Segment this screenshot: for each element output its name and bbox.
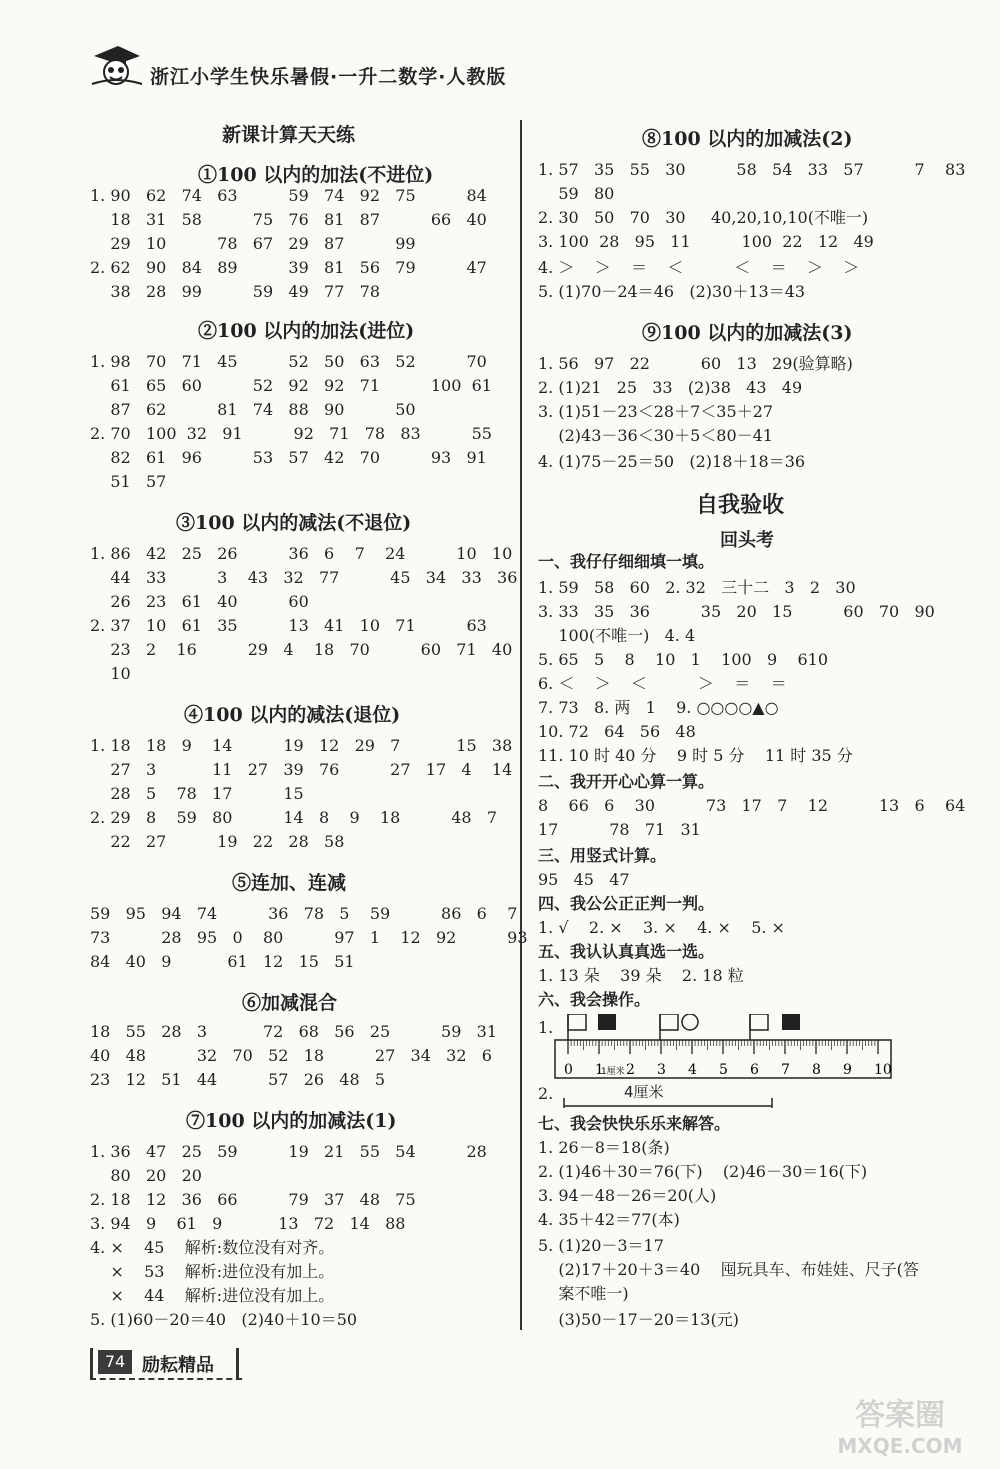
- answer-line: 22 27 19 22 28 58: [90, 832, 345, 851]
- page-footer: [90, 1346, 250, 1380]
- answer-line: 23 12 51 44 57 26 48 5: [90, 1070, 386, 1089]
- answer-line: 28 5 78 17 15: [90, 784, 304, 803]
- ruler-label: 3: [657, 1062, 666, 1078]
- measure-segment: [562, 1080, 776, 1110]
- question-heading: 五、我认认真真选一选。: [538, 942, 715, 961]
- answer-line: 44 33 3 43 32 77 45 34 33 36: [90, 568, 518, 587]
- answer-line: 1. 90 62 74 63 59 74 92 75 84: [90, 186, 487, 205]
- answer-line: 82 61 96 53 57 42 70 93 91: [90, 448, 487, 467]
- answer-line: × 44 解析:进位没有加上。: [90, 1286, 335, 1305]
- ruler-label: 4: [688, 1062, 697, 1078]
- ruler-label: 7: [781, 1062, 790, 1078]
- answer-line: × 53 解析:进位没有加上。: [90, 1262, 335, 1281]
- page-number: 74: [98, 1350, 132, 1374]
- section-title: ②100 以内的加法(进位): [198, 320, 415, 342]
- ruler-label: 2: [626, 1062, 635, 1078]
- answer-line: 3. (1)51－23＜28＋7＜35＋27: [538, 402, 773, 421]
- question-heading: 一、我仔仔细细填一填。: [538, 552, 715, 571]
- answer-line: 4. ＞ ＞ ＝ ＜ ＜ ＝ ＞ ＞: [538, 258, 860, 277]
- answer-line: 38 28 99 59 49 77 78: [90, 282, 381, 301]
- answer-line: 87 62 81 74 88 90 50: [90, 400, 416, 419]
- answer-line: 5. (1)20－3＝17: [538, 1236, 664, 1255]
- footer-bar-left: [90, 1348, 93, 1378]
- answer-line: 1. 56 97 22 60 13 29(验算略): [538, 354, 853, 373]
- answer-line: 11. 10 时 40 分 9 时 5 分 11 时 35 分: [538, 746, 853, 765]
- header-title: 浙江小学生快乐暑假·一升二数学·人教版: [150, 66, 507, 88]
- answer-line: 18 55 28 3 72 68 56 25 59 31: [90, 1022, 498, 1041]
- answer-line: 61 65 60 52 92 92 71 100 61: [90, 376, 492, 395]
- answer-line: 3. 33 35 36 35 20 15 60 70 90: [538, 602, 935, 621]
- section-title: ①100 以内的加法(不进位): [198, 164, 434, 186]
- question-heading: 二、我开开心心算一算。: [538, 772, 715, 791]
- answer-line: 1.: [538, 1018, 554, 1037]
- answer-line: 3. 94－48－26＝20(人): [538, 1186, 717, 1205]
- ruler-diagram: [554, 1014, 894, 1082]
- answer-line: 100(不唯一) 4. 4: [538, 626, 696, 645]
- watermark-logo-text: 答案圈: [855, 1398, 945, 1433]
- question-heading: 四、我公公正正判一判。: [538, 894, 715, 913]
- answer-line: 10: [90, 664, 131, 683]
- ruler-label: 9: [843, 1062, 852, 1078]
- answer-line: 1. 36 47 25 59 19 21 55 54 28: [90, 1142, 487, 1161]
- answer-line: 3. 94 9 61 9 13 72 14 88: [90, 1214, 406, 1233]
- section-title: ④100 以内的减法(退位): [184, 704, 401, 726]
- brand-label: 励耘精品: [142, 1355, 214, 1376]
- answer-line: 84 40 9 61 12 15 51: [90, 952, 355, 971]
- question-heading: 三、用竖式计算。: [538, 846, 667, 865]
- answer-line: 1. 59 58 60 2. 32 三十二 3 2 30: [538, 578, 856, 597]
- section-title: ⑨100 以内的加减法(3): [642, 322, 853, 344]
- answer-line: 8 66 6 30 73 17 7 12 13 6 64: [538, 796, 966, 815]
- answer-line: 1. 13 朵 39 朵 2. 18 粒: [538, 966, 744, 985]
- answer-line: 1. 26－8＝18(条): [538, 1138, 670, 1157]
- answer-line: 40 48 32 70 52 18 27 34 32 6: [90, 1046, 492, 1065]
- section-title: ⑥加减混合: [242, 992, 338, 1014]
- ruler-label: 0: [564, 1062, 573, 1078]
- answer-line: 51 57: [90, 472, 167, 491]
- section-title: ⑤连加、连减: [232, 872, 347, 894]
- answer-line: 案不唯一): [538, 1284, 629, 1303]
- answer-line: 5. 65 5 8 10 1 100 9 610: [538, 650, 829, 669]
- answer-line: 17 78 71 31: [538, 820, 701, 839]
- answer-line: 27 3 11 27 39 76 27 17 4 14: [90, 760, 513, 779]
- answer-line: 1. 57 35 55 30 58 54 33 57 7 83: [538, 160, 966, 179]
- footer-bar-right: [236, 1348, 239, 1378]
- answer-line: 2. 29 8 59 80 14 8 9 18 48 7: [90, 808, 498, 827]
- answer-line: 2. 37 10 61 35 13 41 10 71 63: [90, 616, 487, 635]
- answer-line: 4. (1)75－25＝50 (2)18＋18＝36: [538, 452, 806, 471]
- answer-line: (2)43－36＜30＋5＜80－41: [538, 426, 773, 445]
- answer-line: 4. 35＋42＝77(本): [538, 1210, 680, 1229]
- main-title: 新课计算天天练: [222, 124, 356, 146]
- answer-line: 10. 72 64 56 48: [538, 722, 696, 741]
- answer-line: 2. 62 90 84 89 39 81 56 79 47: [90, 258, 487, 277]
- answer-line: 95 45 47: [538, 870, 630, 889]
- answer-line: 5. (1)70－24＝46 (2)30＋13＝43: [538, 282, 806, 301]
- answer-line: 3. 100 28 95 11 100 22 12 49: [538, 232, 874, 251]
- ruler-icon: [554, 1014, 894, 1082]
- ruler-label: 10: [874, 1062, 892, 1078]
- ruler-label: 8: [812, 1062, 821, 1078]
- answer-line: 23 2 16 29 4 18 70 60 71 40: [90, 640, 513, 659]
- answer-line: 1. 98 70 71 45 52 50 63 52 70: [90, 352, 487, 371]
- section-title: ⑧100 以内的加减法(2): [642, 128, 853, 150]
- answer-line: 80 20 20: [90, 1166, 202, 1185]
- answer-line: 1. 86 42 25 26 36 6 7 24 10 10: [90, 544, 513, 563]
- answer-line: 2.: [538, 1084, 554, 1103]
- watermark-url: MXQE.COM: [837, 1434, 963, 1458]
- answer-line: (2)17＋20＋3＝40 囤玩具车、布娃娃、尺子(答: [538, 1260, 919, 1279]
- answer-line: 18 31 58 75 76 81 87 66 40: [90, 210, 487, 229]
- mascot-logo-icon: [88, 42, 144, 88]
- review-subtitle: 回头考: [720, 530, 774, 551]
- ruler-label: 6: [750, 1062, 759, 1078]
- answer-line: 1. √ 2. × 3. × 4. × 5. ×: [538, 918, 785, 937]
- column-divider: [520, 120, 522, 1330]
- page-header: [88, 42, 588, 92]
- answer-line: 29 10 78 67 29 87 99: [90, 234, 416, 253]
- ruler-unit: 1厘米: [601, 1067, 625, 1077]
- review-title: 自我验收: [696, 492, 785, 518]
- question-heading: 六、我会操作。: [538, 990, 651, 1009]
- footer-dashed-line: [90, 1378, 242, 1380]
- answer-line: 2. (1)21 25 33 (2)38 43 49: [538, 378, 803, 397]
- watermark-logo: [820, 1390, 980, 1458]
- answer-line: 73 28 95 0 80 97 1 12 92 93: [90, 928, 528, 947]
- answer-line: 2. (1)46＋30＝76(下) (2)46－30＝16(下): [538, 1162, 868, 1181]
- question-heading: 七、我会快快乐乐来解答。: [538, 1114, 731, 1133]
- answer-line: 2. 70 100 32 91 92 71 78 83 55: [90, 424, 492, 443]
- measure-label: 4厘米: [624, 1083, 664, 1101]
- answer-line: 2. 30 50 70 30 40,20,10,10(不唯一): [538, 208, 869, 227]
- answer-line: 26 23 61 40 60: [90, 592, 309, 611]
- answer-line: 59 95 94 74 36 78 5 59 86 6 7: [90, 904, 518, 923]
- answer-line: 6. ＜ ＞ ＜ ＞ ＝ ＝: [538, 674, 787, 693]
- ruler-label: 5: [719, 1062, 728, 1078]
- answer-line: 5. (1)60－20＝40 (2)40＋10＝50: [90, 1310, 358, 1329]
- section-title: ③100 以内的减法(不退位): [176, 512, 412, 534]
- answer-line: 7. 73 8. 两 1 9. ○○○○▲○: [538, 698, 779, 717]
- ruler-label: 1: [595, 1062, 604, 1078]
- answer-line: 59 80: [538, 184, 615, 203]
- answer-line: 4. × 45 解析:数位没有对齐。: [90, 1238, 335, 1257]
- answer-line: 2. 18 12 36 66 79 37 48 75: [90, 1190, 416, 1209]
- answer-line: 1. 18 18 9 14 19 12 29 7 15 38: [90, 736, 513, 755]
- section-title: ⑦100 以内的加减法(1): [186, 1110, 397, 1132]
- answer-line: (3)50－17－20＝13(元): [538, 1310, 739, 1329]
